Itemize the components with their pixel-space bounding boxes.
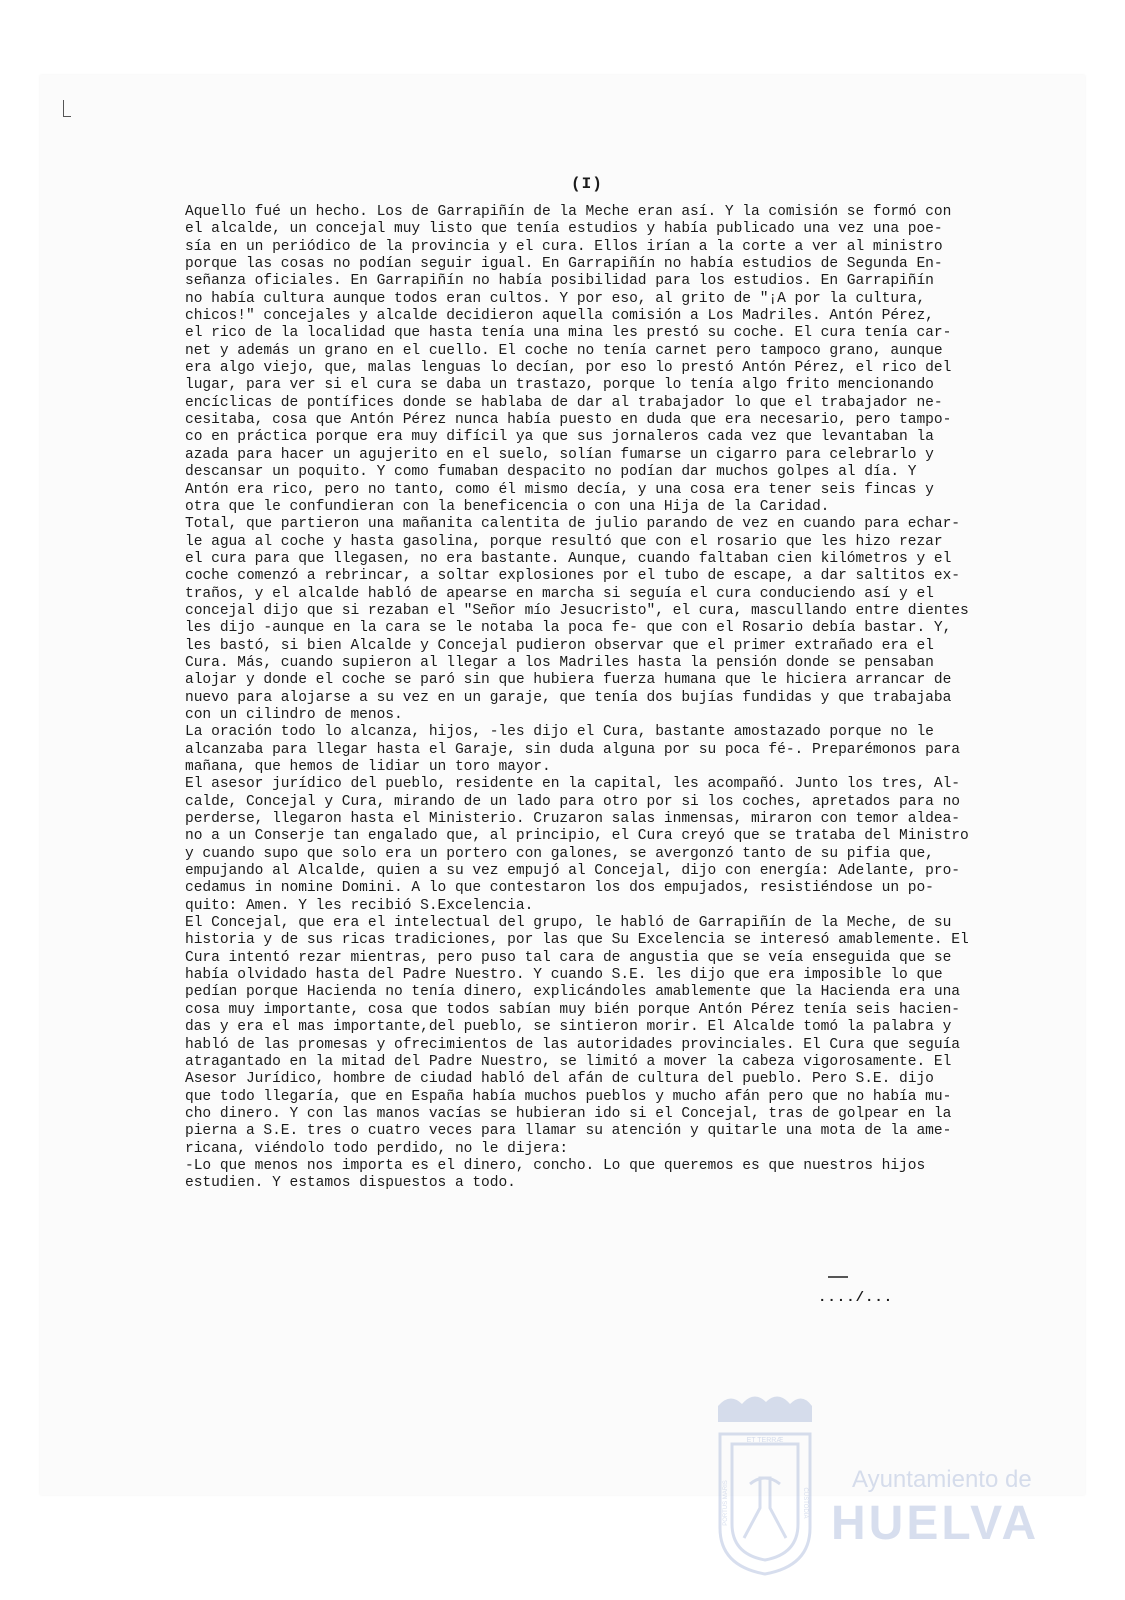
- dash-mark: [828, 1276, 848, 1278]
- text-line: descansar un poquito. Y como fumaban despacito no podían dar muchos golpes al día. Y: [185, 464, 917, 481]
- text-line: encíclicas de pontífices donde se hablaba de dar al trabajador lo que el trabajador ne-: [185, 394, 943, 411]
- text-line: porque las cosas no podían seguir igual. En Garrapiñín no había estudios de Segunda En-: [185, 256, 943, 273]
- text-line: habló de las promesas y ofrecimientos de las autoridades provinciales. El Cura que seguía: [185, 1036, 960, 1053]
- text-line: Cura intentó rezar mientras, pero puso tal cara de angustia que se veía enseguida que se: [185, 949, 952, 966]
- text-line: azada para hacer un agujerito en el suelo, solían fumarse un cigarro para celebrarlo y: [185, 446, 934, 463]
- text-line: mañana, que hemos de lidiar un toro mayor.: [185, 759, 551, 775]
- text-line: cho dinero. Y con las manos vacías se hubieran ido si el Concejal, tras de golpear en la: [185, 1105, 952, 1122]
- text-line: ricana, viéndolo todo perdido, no le dijera:: [185, 1140, 569, 1157]
- text-line: el cura para que llegasen, no era bastante. Aunque, cuando faltaban cien kilómetros y el: [185, 550, 952, 567]
- text-line: no a un Conserje tan engalado que, al principio, el Cura creyó que se trataba del Ministro: [185, 828, 969, 845]
- text-line: sía en un periódico de la provincia y el cura. Ellos irían a la corte a ver al ministro: [185, 238, 943, 255]
- margin-mark: [63, 116, 71, 117]
- text-line: Cura. Más, cuando supieron al llegar a los Madriles hasta la pensión donde se pensaban: [185, 654, 934, 671]
- watermark-left-side: PORTUS MARIS: [723, 1480, 729, 1526]
- text-line: atragantado en la mitad del Padre Nuestro, se limitó a mover la cabeza vigorosamente. El: [185, 1053, 952, 1070]
- text-line: empujando al Alcalde, quien a su vez empujó al Concejal, dijo con energía: Adelante, pro-: [185, 863, 960, 880]
- text-line: Asesor Jurídico, hombre de ciudad habló del afán de cultura del pueblo. Pero S.E. dijo: [185, 1071, 934, 1088]
- text-line: era algo viejo, que, malas lenguas lo decían, por eso lo prestó Antón Pérez, el rico del: [185, 360, 952, 377]
- text-line: co en práctica porque era muy difícil ya que sus jornaleros cada vez que levantaban la: [185, 429, 934, 446]
- text-line: -Lo que menos nos importa es el dinero, concho. Lo que queremos es que nuestros hijos: [185, 1157, 926, 1174]
- text-line: alojar y donde el coche se paró sin que hubiera fuerza humana que le hiciera arrancar de: [185, 672, 952, 689]
- text-line: y cuando supo que solo era un portero con galones, se avergonzó tanto de su pifia que,: [185, 845, 934, 862]
- ayuntamiento-huelva-watermark: [700, 1388, 1040, 1578]
- text-line: señanza oficiales. En Garrapiñín no había posibilidad para los estudios. En Garrapiñín: [185, 273, 934, 290]
- page-number: (I): [571, 175, 603, 193]
- text-line: La oración todo lo alcanza, hijos, -les dijo el Cura, bastante amostazado porque no le: [185, 724, 934, 741]
- text-line: net y además un grano en el cuello. El coche no tenía carnet pero tampoco grano, aunque: [185, 342, 943, 359]
- text-line: quito: Amen. Y les recibió S.Excelencia.: [185, 897, 534, 914]
- continuation-marker: ..../...: [818, 1290, 894, 1306]
- text-line: el rico de la localidad que hasta tenía una mina les prestó su coche. El cura tenía car-: [185, 325, 952, 342]
- text-line: pedían porque Hacienda no tenía dinero, explicándoles amablemente que la Hacienda era una: [185, 984, 960, 1001]
- margin-mark: [63, 100, 64, 116]
- text-line: cesitaba, cosa que Antón Pérez nunca había puesto en duda que era necesario, pero tampo-: [185, 412, 952, 429]
- text-line: lugar, para ver si el cura se daba un trastazo, porque lo tenía algo frito mencionando: [185, 377, 934, 394]
- text-line: calde, Concejal y Cura, mirando de un lado para otro por si los coches, apretados para no: [185, 793, 960, 810]
- text-line: alcanzaba para llegar hasta el Garaje, sin duda alguna por su poca fé-. Preparémonos para: [185, 741, 960, 758]
- text-line: das y era el mas importante,del pueblo, se sintieron morir. El Alcalde tomó la palabra y: [185, 1019, 952, 1036]
- text-line: El Concejal, que era el intelectual del grupo, le habló de Garrapiñín de la Meche, de su: [185, 915, 952, 932]
- text-line: estudien. Y estamos dispuestos a todo.: [185, 1175, 516, 1192]
- text-line: Total, que partieron una mañanita calentita de julio parando de vez en cuando para echar-: [185, 516, 960, 533]
- text-line: nuevo para alojarse a su vez en un garaje, que tenía dos bujías fundidas y que trabajaba: [185, 689, 952, 706]
- text-line: Antón era rico, pero no tanto, como él mismo decía, y una cosa era tener seis fincas y: [185, 481, 934, 498]
- text-line: El asesor jurídico del pueblo, residente en la capital, les acompañó. Junto los tres, Al-: [185, 776, 960, 793]
- text-line: coche comenzó a rebrincar, a soltar explosiones por el tubo de escape, a dar saltitos ex-: [185, 568, 960, 585]
- text-line: perderse, llegaron hasta el Ministerio. Cruzaron salas inmensas, miraron con temor aldea-: [185, 811, 960, 828]
- text-line: pierna a S.E. tres o cuatro veces para llamar su atención y quitarle una mota de la ame-: [185, 1123, 952, 1140]
- text-line: traños, y el alcalde habló de apearse en marcha si seguía el cura conduciendo así y el: [185, 585, 934, 602]
- text-line: no había cultura aunque todos eran cultos. Y por eso, al grito de "¡A por la cultura,: [185, 290, 926, 307]
- text-line: les bastó, si bien Alcalde y Concejal pudieron observar que el primer extrañado era el: [185, 637, 934, 654]
- text-line: Aquello fué un hecho. Los de Garrapiñín de la Meche eran así. Y la comisión se formó con: [185, 204, 952, 220]
- text-line: con un cilindro de menos.: [185, 706, 403, 723]
- text-line: historia y de sus ricas tradiciones, por las que Su Excelencia se interesó amablemente. El: [185, 932, 969, 949]
- coat-of-arms-icon: [700, 1388, 830, 1578]
- text-line: chicos!" concejales y alcalde decidieron aquella comisión a Los Madriles. Antón Pérez,: [185, 308, 934, 325]
- text-line: había olvidado hasta del Padre Nuestro. Y cuando S.E. les dijo que era imposible lo que: [185, 967, 943, 984]
- watermark-ribbon: ET TERRÆ: [746, 1437, 784, 1444]
- watermark-title: Ayuntamiento de: [852, 1466, 1032, 1493]
- text-line: el alcalde, un concejal muy listo que tenía estudios y había publicado una vez una poe-: [185, 221, 943, 238]
- watermark-city: HUELVA: [831, 1497, 1040, 1550]
- text-line: cedamus in nomine Domini. A lo que contestaron los dos empujados, resistiéndose un po-: [185, 880, 934, 897]
- text-line: le agua al coche y hasta gasolina, porque resultó que con el rosario que les hizo rezar: [185, 533, 943, 550]
- text-line: concejal dijo que si rezaban el "Señor mío Jesucristo", el cura, mascullando entre dientes: [185, 602, 969, 619]
- text-line: que todo llegaría, que en España había muchos pueblos y mucho afán pero que no había mu-: [185, 1088, 952, 1105]
- text-line: les dijo -aunque en la cara se le notaba la poca fe- que con el Rosario debía bastar. Y,: [185, 620, 952, 637]
- typewritten-text: [185, 204, 1021, 1193]
- text-line: cosa muy importante, cosa que todos sabían muy bién porque Antón Pérez tenía seis hacien-: [185, 1001, 960, 1018]
- watermark-right-side: CUSTODIA: [802, 1487, 808, 1519]
- text-line: otra que le confundieran con la beneficencia o con una Hija de la Caridad.: [185, 498, 830, 515]
